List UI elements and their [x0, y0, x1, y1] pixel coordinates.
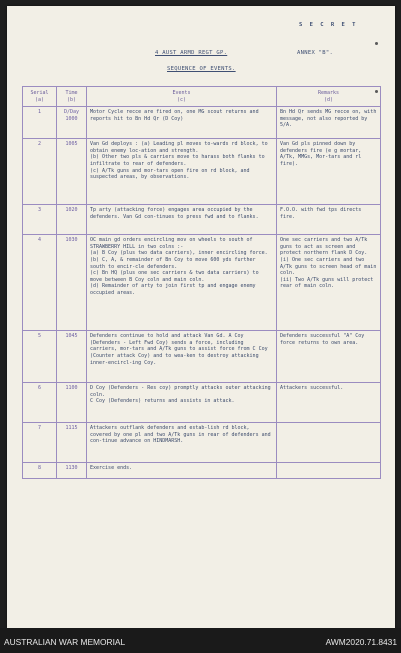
header-remarks: Remarks (d) [277, 87, 381, 107]
serial-cell: 6 [23, 383, 57, 423]
serial-cell: 3 [23, 205, 57, 235]
event-cell: Motor Cycle recce are fired on, one MG scout returns and reports hit to Bn Hd Qr (D Coy) [87, 107, 277, 139]
serial-cell: 7 [23, 423, 57, 463]
archive-footer [0, 628, 401, 653]
remarks-cell: Van Gd pls pinned down by defenders fire (e g mortar, A/Tk, MMGs, Mor-tars and rl fire). [277, 139, 381, 205]
header-events: Events (c) [87, 87, 277, 107]
security-classification: S E C R E T [299, 22, 358, 28]
time-cell: 1100 [57, 383, 87, 423]
remarks-cell: Attackers successful. [277, 383, 381, 423]
serial-cell: 1 [23, 107, 57, 139]
table-row [23, 235, 381, 331]
table-row [23, 383, 381, 423]
remarks-cell: Bn Hd Qr sends MG recce on, with message, not also reported by 5/A. [277, 107, 381, 139]
institution-name: AUSTRALIAN WAR MEMORIAL [4, 637, 126, 647]
time-cell: 1130 [57, 463, 87, 479]
table-row [23, 139, 381, 205]
time-cell: 1045 [57, 331, 87, 383]
punch-hole [375, 42, 378, 45]
table-row [23, 463, 381, 479]
event-cell: Defenders continue to hold and attack Van Gd. A Coy (Defenders - Left Fwd Coy) sends a force, including carriers, mor-tars and A/Tk guns to assist force from C Coy (Counter attack Coy) and to wea-ken to destroy attacking inner-encircl-ing Coy. [87, 331, 277, 383]
time-cell: 1115 [57, 423, 87, 463]
sequence-of-events-table [22, 86, 381, 479]
table-header-row [23, 87, 381, 107]
time-cell: 1030 [57, 235, 87, 331]
time-cell: 1020 [57, 205, 87, 235]
document-subtitle: SEQUENCE OF EVENTS. [167, 66, 236, 72]
event-cell: D Coy (Defenders - Res coy) promptly attacks outer attacking coln. C Coy (Defenders) returns and assists in attack. [87, 383, 277, 423]
event-cell: Attackers outflank defenders and estab-lish rd block, covered by one pl and two A/Tk guns in rear of defenders and con-tinue advance on HINDMARSH. [87, 423, 277, 463]
table-row [23, 205, 381, 235]
accession-number: AWM2020.71.8431 [325, 637, 397, 647]
remarks-cell [277, 463, 381, 479]
event-cell: Tp arty (attacking force) engages area occupied by the defenders. Van Gd con-tinues to press fwd and to flanks. [87, 205, 277, 235]
table-row [23, 423, 381, 463]
remarks-cell: One sec carriers and two A/Tk guns to act as screen and protect northern flank D Coy. (i) One sec carriers and two A/Tk guns to screen head of main coln. (ii) Two A/Tk guns will protect rear of main coln. [277, 235, 381, 331]
serial-cell: 4 [23, 235, 57, 331]
header-time: Time (b) [57, 87, 87, 107]
serial-cell: 2 [23, 139, 57, 205]
time-cell: D/Day 1000 [57, 107, 87, 139]
serial-cell: 8 [23, 463, 57, 479]
event-cell: Van Gd deploys : (a) Leading pl moves to-wards rd block, to obtain enemy loc-ation and strength. (b) Other two pls & carriers move to harass both flanks to infiltrate to rear of defenders. (c) A/Tk guns and mor-tars open fire on rd block, and suspected areas, by observations. [87, 139, 277, 205]
event-cell: Exercise ends. [87, 463, 277, 479]
header-serial: Serial (a) [23, 87, 57, 107]
document-title: 4 AUST ARMD REGT GP. [155, 50, 228, 56]
time-cell: 1005 [57, 139, 87, 205]
remarks-cell [277, 423, 381, 463]
serial-cell: 5 [23, 331, 57, 383]
event-cell: OC main gd orders encircling mov on wheels to south of STRAWBERRY HILL in two colns :- (a) B Coy (plus two data carriers), inner encircling force. (b) C, A, & remainder of Bn Coy to move 600 yds further south to encir-cle defenders. (c) Bn HQ (plus one sec carriers & two data carriers) to move between B Coy coln and main coln. (d) Remainder of arty to join first tp and engage enemy occupied areas. [87, 235, 277, 331]
remarks-cell: F.O.O. with fwd tps directs fire. [277, 205, 381, 235]
remarks-cell: Defenders successful "A" Coy force returns to own area. [277, 331, 381, 383]
annex-label: ANNEX "B". [297, 50, 334, 56]
table-row [23, 107, 381, 139]
table-row [23, 331, 381, 383]
